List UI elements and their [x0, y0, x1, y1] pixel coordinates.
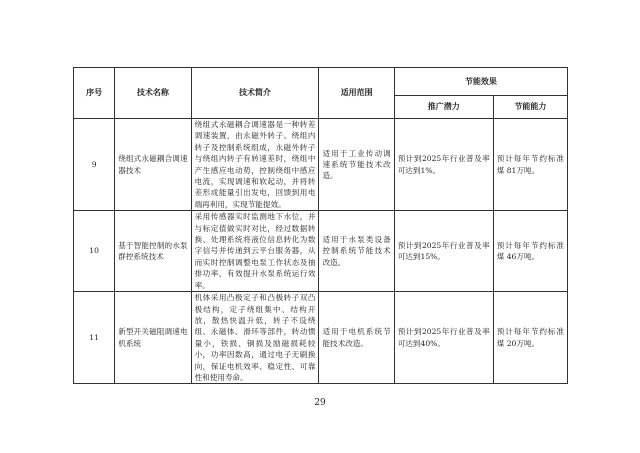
header-effect-group: 节能效果 [394, 68, 567, 96]
row-description: 绕组式永磁耦合调速器是一种转差调速装置，由永磁外转子、绕组内转子及控制系统组成，永磁外转子与绕组内转子有转速差时，绕组中产生感应电动势，控制绕组中感应电流，实现调速和软起动，并将转差形成能量引出发电，回馈到用电端再利用，实现节能提效。 [191, 119, 319, 211]
row-potential: 预计到2025年行业普及率可达到15%。 [394, 211, 493, 292]
row-description: 机体采用凸极定子和凸极转子双凸极结构，定子绕组集中、结构开放，散热快温升低，转子不设绕组、永磁体、滑环等部件，转动惯量小，铁损、铜损及励磁损耗较小，功率因数高，通过电子无刷换向，保证电机效率、稳定性、可靠性和使用寿命。 [191, 292, 319, 384]
table-row [74, 211, 568, 292]
header-row [74, 68, 568, 96]
header-name: 技术名称 [115, 68, 191, 119]
row-potential: 预计到2025年行业普及率可达到40%。 [394, 292, 493, 384]
header-capacity: 节能能力 [493, 96, 567, 119]
row-potential: 预计到2025年行业普及率可达到1%。 [394, 119, 493, 211]
row-scope: 适用于水泵类设备控制系统节能技术改造。 [319, 211, 394, 292]
row-name: 新型开关磁阻调速电机系统 [115, 292, 191, 384]
row-name: 绕组式永磁耦合调速器技术 [115, 119, 191, 211]
row-scope: 适用于电机系统节能技术改造。 [319, 292, 394, 384]
row-description: 采用传感器实时监测地下水位，并与标定值做实时对比，经过数据转换、处理系统将液位信息转化为数字信号并传递到云平台服务器，从而实时控制调整电泵工作状态及抽排功率，有效提升水泵系统运行效率。 [191, 211, 319, 292]
page-number: 29 [314, 398, 326, 408]
row-index: 10 [74, 211, 115, 292]
row-scope: 适用于工业传动调速系统节能技术改造。 [319, 119, 394, 211]
row-capacity: 预计每年节约标准煤 46万吨。 [493, 211, 567, 292]
header-index: 序号 [74, 68, 115, 119]
header-description: 技术简介 [191, 68, 319, 119]
header-potential: 推广潜力 [394, 96, 493, 119]
table-row [74, 292, 568, 384]
table-row [74, 119, 568, 211]
header-scope: 适用范围 [319, 68, 394, 119]
technology-table [73, 67, 568, 384]
row-name: 基于智能控制的水泵群控系统技术 [115, 211, 191, 292]
row-capacity: 预计每年节约标准煤 20万吨。 [493, 292, 567, 384]
row-capacity: 预计每年节约标准煤 81万吨。 [493, 119, 567, 211]
row-index: 9 [74, 119, 115, 211]
row-index: 11 [74, 292, 115, 384]
